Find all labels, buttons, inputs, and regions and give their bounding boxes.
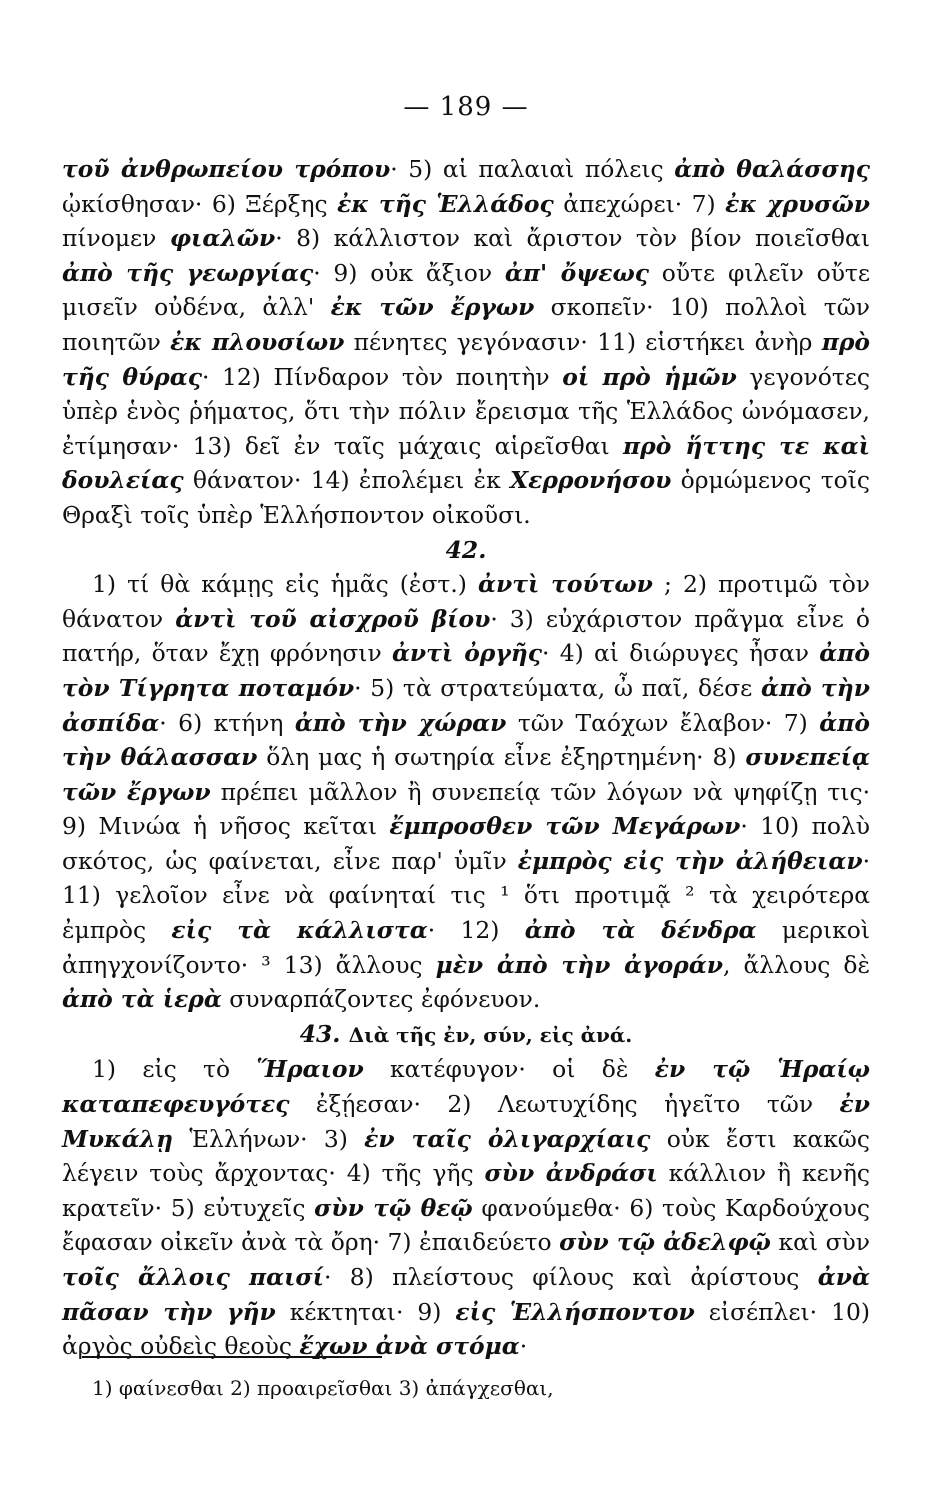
emphasized-phrase: ἀπὸ θαλάσσης bbox=[674, 155, 870, 183]
section-heading-43-number: 43. bbox=[299, 1019, 341, 1048]
emphasized-phrase: φιαλῶν bbox=[169, 224, 276, 253]
text-run: ὅλη μας ἡ σωτηρία εἶνε ἐξηρτημένη· 8) bbox=[257, 743, 746, 772]
emphasized-phrase: ἀπ' ὄψεως bbox=[504, 258, 650, 287]
emphasized-phrase: ἀπὸ τὴν χώραν bbox=[294, 708, 507, 737]
text-run: εἰσέπλει· 10) ἀργὸς οὐδεὶς θεοὺς bbox=[62, 1297, 870, 1361]
emphasized-phrase: ἀντὶ τούτων bbox=[478, 570, 653, 599]
text-run: κατέφυγον· οἱ δὲ bbox=[363, 1055, 655, 1084]
emphasized-phrase: ἐκ τῶν ἔργων bbox=[330, 293, 535, 322]
section-heading-43 bbox=[62, 1017, 870, 1053]
section-heading-43-title: Διὰ τῆς ἐν, σύν, εἰς ἀνά. bbox=[348, 1022, 633, 1047]
text-run: μερικοὶ ἀπηγχονίζοντο· ³ 13) ἄλλους bbox=[62, 916, 870, 979]
text-run: ; 2) προτιμῶ τὸν θάνατον bbox=[62, 570, 871, 633]
text-run: 1) τί θὰ κάμῃς εἰς ἡμᾶς (ἐστ.) bbox=[92, 570, 479, 599]
emphasized-phrase: τοῦ ἀνθρωπείου τρόπου bbox=[62, 155, 391, 183]
text-run: · 4) αἱ διώρυγες ἦσαν bbox=[542, 639, 820, 668]
text-run: · 5) αἱ παλαιαὶ πόλεις bbox=[390, 155, 675, 183]
emphasized-phrase: ἀνὰ πᾶσαν τὴν γῆν bbox=[62, 1263, 870, 1326]
emphasized-phrase: ἀντὶ ὀργῆς bbox=[391, 639, 543, 668]
emphasized-phrase: σὺν τῷ θεῷ bbox=[314, 1193, 473, 1222]
emphasized-phrase: μὲν ἀπὸ τὴν ἀγοράν bbox=[435, 950, 723, 979]
text-run: , ἄλλους δὲ bbox=[722, 950, 870, 979]
text-run: ᾠκίσθησαν· 6) Ξέρξης bbox=[62, 189, 338, 218]
footnote-divider bbox=[82, 1356, 382, 1358]
text-run: γεγονότες ὑπὲρ ἑνὸς ῥήματος, ὅτι τὴν πόλιν ἔρεισμα τῆς Ἑλλάδος ὠνόμασεν, ἐτίμησαν· 13) δεῖ ἐν ταῖς μάχαις αἱρεῖσθαι bbox=[62, 362, 871, 460]
emphasized-phrase: σὺν τῷ ἀδελφῷ bbox=[559, 1228, 771, 1257]
emphasized-phrase: εἰς Ἑλλήσποντον bbox=[455, 1297, 695, 1326]
page-body bbox=[62, 152, 870, 1364]
text-run: φανούμεθα· 6) τοὺς Καρδούχους ἔφασαν οἰκεῖν ἀνὰ τὰ ὄρη· 7) ἐπαιδεύετο bbox=[62, 1193, 871, 1257]
text-run: κάλλιον ἢ κενῆς κρατεῖν· 5) εὐτυχεῖς bbox=[62, 1159, 870, 1222]
emphasized-phrase: πρὸ τῆς θύρας bbox=[62, 327, 871, 391]
text-run: πίνομεν bbox=[62, 224, 170, 253]
text-run: πρέπει μᾶλλον ἢ συνεπείᾳ τῶν λόγων νὰ ψηφίζῃ τις· 9) Μινώα ἡ νῆσος κεῖται bbox=[62, 777, 870, 841]
emphasized-phrase: ἔμπροσθεν τῶν Μεγάρων bbox=[389, 812, 741, 841]
emphasized-phrase: ἀπὸ τὸν Τίγρητα ποταμόν bbox=[62, 639, 870, 702]
text-run: πένητες γεγόνασιν· 11) εἱστήκει ἀνὴρ bbox=[344, 327, 822, 356]
text-run: · 10) πολὺ σκότος, ὡς φαίνεται, εἶνε παρ' ὑμῖν bbox=[62, 812, 870, 875]
footnote: 1) φαίνεσθαι 2) προαιρεῖσθαι 3) ἀπάγχεσθαι, bbox=[92, 1376, 554, 1400]
text-run: σκοπεῖν· 10) πολλοὶ τῶν ποιητῶν bbox=[62, 293, 870, 356]
text-run: καὶ σὺν bbox=[770, 1228, 870, 1257]
emphasized-phrase: Χερρονήσου bbox=[509, 466, 672, 495]
text-run: Ἑλλήνων· 3) bbox=[173, 1124, 365, 1153]
section-42-body bbox=[62, 567, 870, 1017]
book-page bbox=[62, 0, 870, 1500]
emphasized-phrase: ἐκ χρυσῶν bbox=[725, 189, 871, 218]
emphasized-phrase: ἔχων ἀνὰ στόμα bbox=[299, 1332, 520, 1361]
emphasized-phrase: εἰς τὰ κάλλιστα bbox=[171, 916, 428, 945]
text-run: οὔτε φιλεῖν οὔτε μισεῖν οὐδένα, ἀλλ' bbox=[62, 258, 870, 322]
emphasized-phrase: ἐκ πλουσίων bbox=[170, 327, 345, 356]
emphasized-phrase: συνεπείᾳ τῶν ἔργων bbox=[62, 743, 870, 806]
text-run: 1) εἰς τὸ bbox=[92, 1055, 257, 1084]
page-number: — 189 — bbox=[403, 92, 529, 122]
emphasized-phrase: πρὸ ἥττης τε καὶ δουλείας bbox=[62, 431, 870, 495]
emphasized-phrase: ἀπὸ τὰ δένδρα bbox=[524, 916, 757, 945]
paragraph-41-continued bbox=[62, 152, 870, 533]
text-run: · bbox=[519, 1332, 528, 1361]
text-run: · 8) κάλλιστον καὶ ἄριστον τὸν βίον ποιεῖσθαι bbox=[275, 224, 870, 253]
emphasized-phrase: ἀπὸ τῆς γεωργίας bbox=[62, 258, 314, 287]
emphasized-phrase: ἐν ταῖς ὀλιγαρχίαις bbox=[364, 1124, 651, 1153]
text-run: · 12) Πίνδαρον τὸν ποιητὴν bbox=[201, 362, 563, 391]
emphasized-phrase: οἱ πρὸ ἡμῶν bbox=[562, 362, 737, 391]
emphasized-phrase: σὺν ἀνδράσι bbox=[484, 1159, 658, 1188]
section-43-body bbox=[62, 1052, 870, 1363]
text-run: · 8) πλείστους φίλους καὶ ἀρίστους bbox=[324, 1263, 818, 1291]
section-heading-42: 42. bbox=[445, 535, 487, 564]
text-run: ὁρμώμενος τοῖς Θραξὶ τοῖς ὑπὲρ Ἑλλήσποντον οἰκοῦσι. bbox=[62, 466, 871, 529]
text-run: · 6) κτήνη bbox=[159, 708, 295, 737]
emphasized-phrase: ἐν τῷ Ἡραίῳ καταπεφευγότες bbox=[62, 1055, 870, 1119]
text-run: θάνατον· 14) ἐπολέμει ἐκ bbox=[183, 466, 510, 495]
emphasized-phrase: ἀπὸ τὰ ἱερὰ bbox=[62, 985, 222, 1014]
text-run: · 5) τὰ στρατεύματα, ὦ παῖ, δέσε bbox=[354, 673, 761, 702]
emphasized-phrase: ἀπὸ τὴν ἀσπίδα bbox=[62, 673, 871, 737]
emphasized-phrase: ἀπὸ τὴν θάλασσαν bbox=[62, 708, 870, 772]
emphasized-phrase: ἐν Μυκάλῃ bbox=[62, 1090, 870, 1153]
emphasized-phrase: ἀντὶ τοῦ αἰσχροῦ βίου bbox=[175, 604, 491, 633]
emphasized-phrase: Ἥραιον bbox=[256, 1055, 364, 1084]
emphasized-phrase: ἐκ τῆς Ἑλλάδος bbox=[337, 189, 554, 218]
text-run: · 9) οὐκ ἄξιον bbox=[313, 258, 505, 287]
emphasized-phrase: τοῖς ἄλλοις παισί bbox=[62, 1263, 324, 1291]
text-run: τῶν Ταόχων ἔλαβον· 7) bbox=[506, 708, 820, 737]
text-run: συναρπάζοντες ἐφόνευον. bbox=[221, 985, 541, 1014]
text-run: κέκτηται· 9) bbox=[275, 1297, 456, 1326]
text-run: · 11) γελοῖον εἶνε νὰ φαίνηταί τις ¹ ὅτι προτιμᾷ ² τὰ χειρότερα ἐμπρὸς bbox=[62, 846, 870, 945]
text-run: ἐξῄεσαν· 2) Λεωτυχίδης ἡγεῖτο τῶν bbox=[289, 1090, 840, 1119]
text-run: ἀπεχώρει· 7) bbox=[553, 189, 726, 218]
text-run: · 12) bbox=[427, 916, 525, 945]
text-run: οὐκ ἔστι κακῶς λέγειν τοὺς ἄρχοντας· 4) τῆς γῆς bbox=[62, 1124, 870, 1188]
text-run: · 3) εὐχάριστον πρᾶγμα εἶνε ὁ πατήρ, ὅταν ἔχῃ φρόνησιν bbox=[62, 604, 870, 668]
emphasized-phrase: ἐμπρὸς εἰς τὴν ἀλήθειαν bbox=[517, 846, 863, 875]
